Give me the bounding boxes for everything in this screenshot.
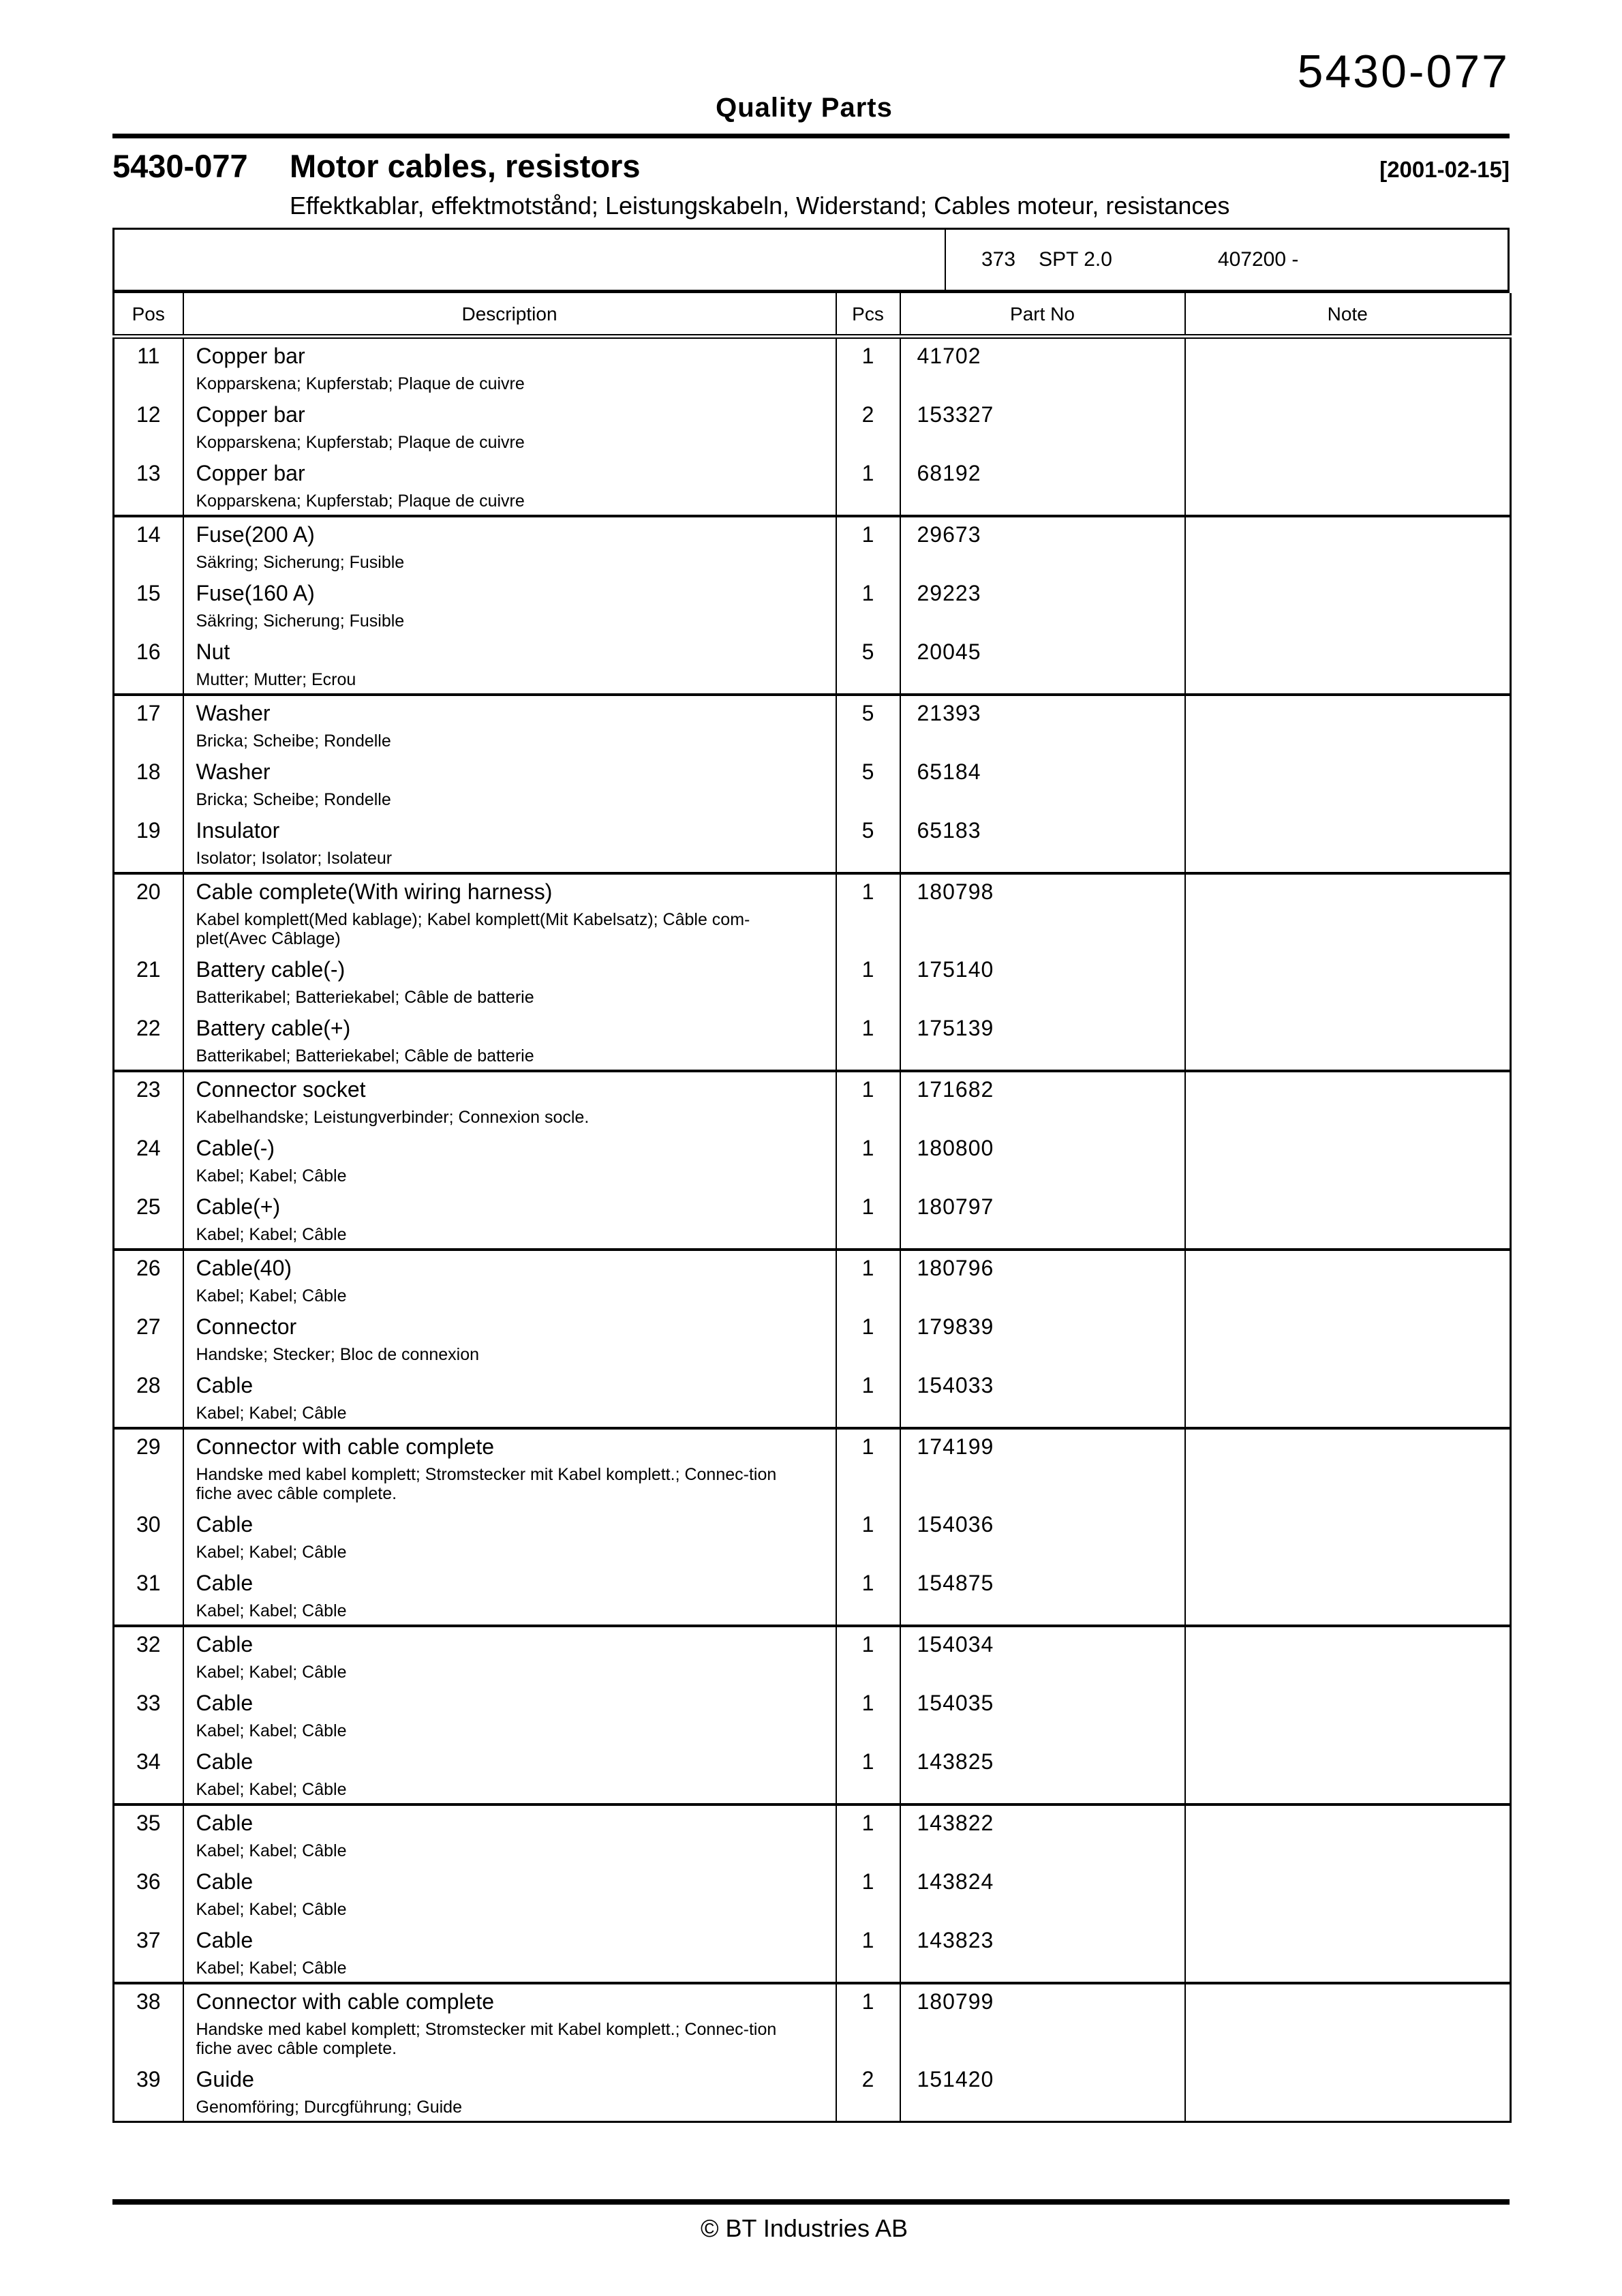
row-description: Battery cable(+) bbox=[196, 1016, 351, 1040]
table-row bbox=[114, 1071, 1511, 1131]
col-header-pos: Pos bbox=[114, 293, 183, 337]
table-row bbox=[114, 635, 1511, 695]
row-part-no: 153327 bbox=[900, 397, 1185, 456]
row-description-cell bbox=[183, 516, 836, 576]
row-pos: 28 bbox=[136, 1373, 161, 1398]
system-version: SPT 2.0 bbox=[1039, 248, 1112, 271]
row-pcs: 1 bbox=[836, 1190, 900, 1250]
row-pcs: 1 bbox=[836, 1923, 900, 1983]
table-row bbox=[114, 813, 1511, 873]
row-part-no: 143825 bbox=[900, 1744, 1185, 1804]
row-part-no: 154036 bbox=[900, 1507, 1185, 1566]
row-note bbox=[1185, 813, 1511, 873]
table-row bbox=[114, 1686, 1511, 1744]
row-description: Cable bbox=[196, 1373, 254, 1398]
table-row bbox=[114, 576, 1511, 635]
row-part-no: 65183 bbox=[900, 813, 1185, 873]
table-row bbox=[114, 1804, 1511, 1864]
row-description-sub: Kabel; Kabel; Câble bbox=[196, 1166, 347, 1185]
row-description-sub: Kabel; Kabel; Câble bbox=[196, 1601, 347, 1620]
row-pcs: 2 bbox=[836, 397, 900, 456]
row-description: Guide bbox=[196, 2067, 254, 2091]
row-description: Cable bbox=[196, 1749, 254, 1774]
row-note bbox=[1185, 755, 1511, 813]
row-pcs: 1 bbox=[836, 1804, 900, 1864]
row-pos: 19 bbox=[136, 818, 161, 843]
row-pcs: 1 bbox=[836, 1310, 900, 1368]
row-pcs: 5 bbox=[836, 813, 900, 873]
row-note bbox=[1185, 576, 1511, 635]
parts-table-header bbox=[114, 293, 1511, 337]
row-description: Cable(40) bbox=[196, 1256, 292, 1280]
row-description: Connector socket bbox=[196, 1077, 366, 1102]
row-description-sub: Batterikabel; Batteriekabel; Câble de batterie bbox=[196, 988, 534, 1007]
row-note bbox=[1185, 456, 1511, 516]
row-pcs: 1 bbox=[836, 1864, 900, 1923]
row-part-no: 175140 bbox=[900, 952, 1185, 1011]
table-row bbox=[114, 337, 1511, 398]
page-title: Motor cables, resistors bbox=[290, 148, 641, 184]
row-description-sub: Handske med kabel komplett; Stromstecker mit Kabel komplett.; Connec-tion fiche avec câble complete. bbox=[196, 1465, 777, 1503]
row-part-no: 154033 bbox=[900, 1368, 1185, 1428]
row-description: Nut bbox=[196, 639, 230, 664]
info-band-left-cell bbox=[114, 230, 946, 290]
table-row bbox=[114, 1250, 1511, 1310]
table-row bbox=[114, 1190, 1511, 1250]
row-pos: 15 bbox=[136, 581, 161, 605]
row-description-cell bbox=[183, 755, 836, 813]
row-part-no: 154875 bbox=[900, 1566, 1185, 1626]
row-pos: 34 bbox=[136, 1749, 161, 1774]
row-description-cell bbox=[183, 695, 836, 755]
row-description: Battery cable(-) bbox=[196, 957, 346, 982]
row-part-no: 65184 bbox=[900, 755, 1185, 813]
row-pcs: 1 bbox=[836, 456, 900, 516]
row-pos: 12 bbox=[136, 402, 161, 427]
row-description-cell bbox=[183, 1566, 836, 1626]
row-pos: 25 bbox=[136, 1194, 161, 1219]
row-part-no: 41702 bbox=[900, 337, 1185, 398]
row-pcs: 1 bbox=[836, 337, 900, 398]
row-pcs: 2 bbox=[836, 2062, 900, 2122]
table-row bbox=[114, 1368, 1511, 1428]
row-pos: 11 bbox=[137, 344, 160, 368]
table-row bbox=[114, 695, 1511, 755]
row-description-sub: Batterikabel; Batteriekabel; Câble de batterie bbox=[196, 1046, 534, 1066]
doc-number: 5430-077 bbox=[1297, 46, 1510, 97]
row-note bbox=[1185, 397, 1511, 456]
row-pos: 21 bbox=[136, 957, 161, 982]
header-divider bbox=[112, 134, 1510, 138]
row-description: Cable complete(With wiring harness) bbox=[196, 879, 553, 904]
row-pos: 23 bbox=[114, 1071, 183, 1131]
row-note bbox=[1185, 1190, 1511, 1250]
row-description: Fuse(200 A) bbox=[196, 522, 315, 547]
title-row bbox=[112, 147, 1510, 185]
row-description-cell bbox=[183, 1923, 836, 1983]
row-pos: 27 bbox=[136, 1314, 161, 1339]
row-description-cell bbox=[183, 952, 836, 1011]
table-row bbox=[114, 1566, 1511, 1626]
row-pos: 16 bbox=[136, 639, 161, 664]
row-description: Copper bar bbox=[196, 344, 305, 368]
row-description-sub: Bricka; Scheibe; Rondelle bbox=[196, 731, 391, 751]
row-description-sub: Handske med kabel komplett; Stromstecker mit Kabel komplett.; Connec-tion fiche avec câble complete. bbox=[196, 2020, 777, 2058]
page-subtitle: Effektkablar, effektmotstånd; Leistungskabeln, Widerstand; Cables moteur, resistances bbox=[290, 192, 1230, 220]
row-description-sub: Kabel; Kabel; Câble bbox=[196, 1900, 347, 1919]
row-description-sub: Kabel; Kabel; Câble bbox=[196, 1663, 347, 1682]
row-pos: 17 bbox=[114, 695, 183, 755]
row-pos: 37 bbox=[136, 1928, 161, 1952]
row-description: Cable bbox=[196, 1632, 254, 1657]
row-note bbox=[1185, 2062, 1511, 2122]
row-description-cell bbox=[183, 456, 836, 516]
row-description-sub: Genomföring; Durcgführung; Guide bbox=[196, 2098, 462, 2117]
row-description: Connector bbox=[196, 1314, 297, 1339]
row-description-cell bbox=[183, 1368, 836, 1428]
table-row bbox=[114, 1428, 1511, 1507]
row-note bbox=[1185, 1071, 1511, 1131]
row-note bbox=[1185, 1507, 1511, 1566]
row-description-sub: Mutter; Mutter; Ecrou bbox=[196, 670, 356, 689]
row-note bbox=[1185, 1744, 1511, 1804]
row-part-no: 180800 bbox=[900, 1131, 1185, 1190]
row-description-sub: Kabel; Kabel; Câble bbox=[196, 1404, 347, 1423]
row-description: Cable(+) bbox=[196, 1194, 281, 1219]
row-description-sub: Kabel; Kabel; Câble bbox=[196, 1225, 347, 1244]
row-part-no: 151420 bbox=[900, 2062, 1185, 2122]
row-description-sub: Kabel; Kabel; Câble bbox=[196, 1721, 347, 1740]
row-description-sub: Kabelhandske; Leistungverbinder; Connexion socle. bbox=[196, 1108, 590, 1127]
row-description: Fuse(160 A) bbox=[196, 581, 315, 605]
row-description-sub: Kabel; Kabel; Câble bbox=[196, 1286, 347, 1305]
footer-copyright: © BT Industries AB bbox=[701, 2214, 908, 2242]
row-note bbox=[1185, 635, 1511, 695]
row-pos: 33 bbox=[136, 1691, 161, 1715]
parts-table-body bbox=[114, 337, 1511, 2122]
row-pos: 18 bbox=[136, 759, 161, 784]
row-description-sub: Säkring; Sicherung; Fusible bbox=[196, 611, 405, 631]
table-row bbox=[114, 1923, 1511, 1983]
row-pcs: 5 bbox=[836, 695, 900, 755]
row-pcs: 1 bbox=[836, 1011, 900, 1071]
row-note bbox=[1185, 873, 1511, 952]
row-part-no: 171682 bbox=[900, 1071, 1185, 1131]
row-description-cell bbox=[183, 1804, 836, 1864]
table-row bbox=[114, 952, 1511, 1011]
col-header-description: Description bbox=[183, 293, 836, 337]
row-part-no: 154035 bbox=[900, 1686, 1185, 1744]
row-description-cell bbox=[183, 1071, 836, 1131]
table-row bbox=[114, 1744, 1511, 1804]
row-part-no: 29673 bbox=[900, 516, 1185, 576]
col-header-pcs: Pcs bbox=[836, 293, 900, 337]
row-pcs: 1 bbox=[836, 1368, 900, 1428]
row-description-cell bbox=[183, 873, 836, 952]
row-description: Copper bar bbox=[196, 402, 305, 427]
row-pos: 38 bbox=[114, 1983, 183, 2062]
table-row bbox=[114, 1310, 1511, 1368]
info-band-right-cell bbox=[946, 230, 1508, 290]
row-note bbox=[1185, 1250, 1511, 1310]
row-note bbox=[1185, 1686, 1511, 1744]
row-description-sub: Isolator; Isolator; Isolateur bbox=[196, 849, 393, 868]
row-pcs: 5 bbox=[836, 635, 900, 695]
row-part-no: 180796 bbox=[900, 1250, 1185, 1310]
col-header-note: Note bbox=[1185, 293, 1511, 337]
row-note bbox=[1185, 1983, 1511, 2062]
row-description-sub: Säkring; Sicherung; Fusible bbox=[196, 553, 405, 572]
row-note bbox=[1185, 952, 1511, 1011]
row-pos: 31 bbox=[136, 1571, 161, 1595]
row-description-cell bbox=[183, 576, 836, 635]
row-pos: 30 bbox=[136, 1512, 161, 1537]
row-part-no: 180797 bbox=[900, 1190, 1185, 1250]
row-description-sub: Kabel; Kabel; Câble bbox=[196, 1959, 347, 1978]
row-part-no: 29223 bbox=[900, 576, 1185, 635]
row-description-sub: Kopparskena; Kupferstab; Plaque de cuivre bbox=[196, 433, 525, 452]
row-description-cell bbox=[183, 1190, 836, 1250]
row-part-no: 21393 bbox=[900, 695, 1185, 755]
row-part-no: 143822 bbox=[900, 1804, 1185, 1864]
row-description-cell bbox=[183, 1250, 836, 1310]
col-header-part-no: Part No bbox=[900, 293, 1185, 337]
row-note bbox=[1185, 1626, 1511, 1686]
row-description: Connector with cable complete bbox=[196, 1989, 495, 2014]
row-note bbox=[1185, 1428, 1511, 1507]
row-pcs: 1 bbox=[836, 1686, 900, 1744]
row-part-no: 174199 bbox=[900, 1428, 1185, 1507]
row-note bbox=[1185, 1804, 1511, 1864]
row-pcs: 1 bbox=[836, 1428, 900, 1507]
row-pos: 26 bbox=[114, 1250, 183, 1310]
row-description: Cable bbox=[196, 1869, 254, 1894]
row-description: Cable bbox=[196, 1571, 254, 1595]
row-description: Washer bbox=[196, 701, 271, 725]
row-part-no: 20045 bbox=[900, 635, 1185, 695]
row-description-cell bbox=[183, 1983, 836, 2062]
table-row bbox=[114, 397, 1511, 456]
row-description-cell bbox=[183, 813, 836, 873]
row-pcs: 1 bbox=[836, 1250, 900, 1310]
row-description: Cable(-) bbox=[196, 1136, 275, 1160]
serial-range: 407200 - bbox=[1217, 248, 1299, 271]
row-pcs: 1 bbox=[836, 1131, 900, 1190]
row-description: Cable bbox=[196, 1928, 254, 1952]
table-row bbox=[114, 1507, 1511, 1566]
row-pos: 35 bbox=[114, 1804, 183, 1864]
row-description-cell bbox=[183, 1507, 836, 1566]
row-note bbox=[1185, 1923, 1511, 1983]
footer-divider bbox=[112, 2199, 1510, 2205]
row-description-cell bbox=[183, 1310, 836, 1368]
row-pcs: 1 bbox=[836, 1983, 900, 2062]
row-note bbox=[1185, 695, 1511, 755]
row-description: Connector with cable complete bbox=[196, 1434, 495, 1459]
row-description-cell bbox=[183, 397, 836, 456]
row-note bbox=[1185, 1131, 1511, 1190]
row-note bbox=[1185, 516, 1511, 576]
row-part-no: 68192 bbox=[900, 456, 1185, 516]
table-row bbox=[114, 873, 1511, 952]
row-pcs: 1 bbox=[836, 1744, 900, 1804]
row-pos: 29 bbox=[114, 1428, 183, 1507]
row-description-cell bbox=[183, 1744, 836, 1804]
row-description-cell bbox=[183, 337, 836, 398]
row-part-no: 175139 bbox=[900, 1011, 1185, 1071]
row-pcs: 1 bbox=[836, 1566, 900, 1626]
row-pcs: 1 bbox=[836, 1071, 900, 1131]
row-note bbox=[1185, 1566, 1511, 1626]
parts-table bbox=[112, 293, 1512, 2123]
row-description: Cable bbox=[196, 1811, 254, 1835]
row-description-sub: Kopparskena; Kupferstab; Plaque de cuivre bbox=[196, 374, 525, 393]
row-description-cell bbox=[183, 2062, 836, 2122]
row-description-cell bbox=[183, 1864, 836, 1923]
table-row bbox=[114, 1983, 1511, 2062]
row-description-sub: Kabel; Kabel; Câble bbox=[196, 1543, 347, 1562]
row-part-no: 180798 bbox=[900, 873, 1185, 952]
row-description-sub: Bricka; Scheibe; Rondelle bbox=[196, 790, 391, 809]
model-code: 373 bbox=[981, 248, 1016, 271]
row-description: Cable bbox=[196, 1691, 254, 1715]
row-pos: 32 bbox=[114, 1626, 183, 1686]
row-pos: 39 bbox=[136, 2067, 161, 2091]
row-description-cell bbox=[183, 1131, 836, 1190]
row-description-sub: Kabel; Kabel; Câble bbox=[196, 1780, 347, 1799]
row-description-sub: Kopparskena; Kupferstab; Plaque de cuivre bbox=[196, 492, 525, 511]
row-note bbox=[1185, 1368, 1511, 1428]
table-row bbox=[114, 456, 1511, 516]
row-description: Washer bbox=[196, 759, 271, 784]
table-row bbox=[114, 1011, 1511, 1071]
table-row bbox=[114, 1131, 1511, 1190]
brand-title: Quality Parts bbox=[716, 93, 893, 123]
row-description-cell bbox=[183, 635, 836, 695]
row-pcs: 1 bbox=[836, 873, 900, 952]
row-note bbox=[1185, 1310, 1511, 1368]
row-note bbox=[1185, 1011, 1511, 1071]
row-description: Copper bar bbox=[196, 461, 305, 485]
table-row bbox=[114, 755, 1511, 813]
row-pcs: 1 bbox=[836, 516, 900, 576]
row-part-no: 143823 bbox=[900, 1923, 1185, 1983]
row-pos: 24 bbox=[136, 1136, 161, 1160]
row-part-no: 179839 bbox=[900, 1310, 1185, 1368]
row-description-sub: Kabel; Kabel; Câble bbox=[196, 1841, 347, 1860]
row-description-cell bbox=[183, 1011, 836, 1071]
row-description: Insulator bbox=[196, 818, 280, 843]
row-note bbox=[1185, 1864, 1511, 1923]
row-pos: 14 bbox=[114, 516, 183, 576]
row-pos: 13 bbox=[136, 461, 161, 485]
row-pcs: 1 bbox=[836, 1507, 900, 1566]
row-description-cell bbox=[183, 1626, 836, 1686]
row-pos: 20 bbox=[114, 873, 183, 952]
row-pcs: 1 bbox=[836, 952, 900, 1011]
row-note bbox=[1185, 337, 1511, 398]
table-row bbox=[114, 516, 1511, 576]
row-part-no: 154034 bbox=[900, 1626, 1185, 1686]
table-row bbox=[114, 1864, 1511, 1923]
revision-date: [2001-02-15] bbox=[1379, 157, 1510, 182]
info-band bbox=[112, 228, 1510, 293]
row-description-cell bbox=[183, 1686, 836, 1744]
row-part-no: 143824 bbox=[900, 1864, 1185, 1923]
row-description-cell bbox=[183, 1428, 836, 1507]
row-description-sub: Kabel komplett(Med kablage); Kabel komplett(Mit Kabelsatz); Câble com-plet(Avec Câblage) bbox=[196, 910, 750, 948]
table-row bbox=[114, 2062, 1511, 2122]
row-description-sub: Handske; Stecker; Bloc de connexion bbox=[196, 1345, 480, 1364]
row-pcs: 5 bbox=[836, 755, 900, 813]
row-description: Cable bbox=[196, 1512, 254, 1537]
row-pcs: 1 bbox=[836, 576, 900, 635]
title-code: 5430-077 bbox=[112, 148, 248, 184]
row-pos: 22 bbox=[136, 1016, 161, 1040]
row-pcs: 1 bbox=[836, 1626, 900, 1686]
row-part-no: 180799 bbox=[900, 1983, 1185, 2062]
row-pos: 36 bbox=[136, 1869, 161, 1894]
table-row bbox=[114, 1626, 1511, 1686]
